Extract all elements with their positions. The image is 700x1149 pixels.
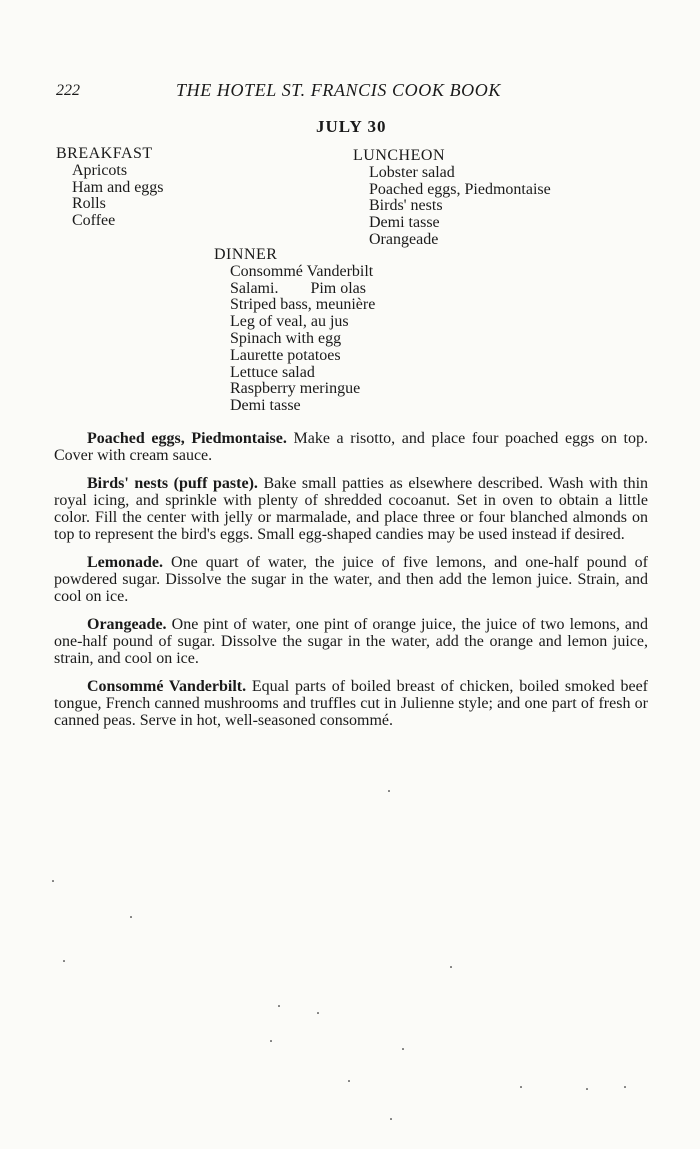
menu-date: JULY 30	[316, 117, 387, 136]
menu-item: Leg of veal, au jus	[230, 313, 349, 331]
menu-item: Striped bass, meunière	[230, 296, 376, 314]
scan-speck	[520, 1086, 522, 1088]
scan-speck	[130, 916, 132, 918]
scan-speck	[388, 790, 390, 792]
page-header	[0, 80, 700, 104]
menu-item: Birds' nests	[369, 197, 443, 215]
scan-speck	[624, 1086, 626, 1088]
recipe-name: Orangeade.	[87, 616, 167, 633]
menu-item: Demi tasse	[369, 214, 440, 232]
recipe-list	[54, 430, 648, 740]
scan-speck	[348, 1080, 350, 1082]
menu-item: Orangeade	[369, 230, 439, 248]
menu-item: Coffee	[72, 212, 116, 230]
recipe-text: Bake small patties as elsewhere described. Wash with thin royal icing, and sprinkle with plenty of shredded cocoanut. Set in oven to obtain a little color. Fill the center with jelly or marmalade, and place three or four blanched almonds on top to represent the bird's eggs. Small egg-shaped candies may be used instead if desired.	[54, 475, 649, 543]
recipe-text: Equal parts of boiled breast of chicken, boiled smoked beef tongue, French canned mushrooms and truffles cut in Julienne style; and one part of fresh or canned peas. Serve in hot, well-seasoned consommé.	[54, 678, 648, 729]
menu-item: Poached eggs, Piedmontaise	[369, 180, 551, 198]
dinner-title: DINNER	[214, 246, 278, 263]
menu-item: Apricots	[72, 161, 128, 179]
menu-item: Lobster salad	[369, 163, 455, 181]
scan-speck	[270, 1040, 272, 1042]
recipe-name: Consommé Vanderbilt.	[87, 678, 247, 695]
luncheon-title: LUNCHEON	[353, 147, 445, 164]
menu-item: Rolls	[72, 195, 106, 213]
recipe-text: One pint of water, one pint of orange juice, the juice of two lemons, and one-half pound of sugar. Dissolve the sugar in the water, add the orange and lemon juice, strain, and cool on ice.	[54, 616, 649, 667]
recipe-paragraph	[54, 616, 648, 667]
scan-speck	[63, 960, 65, 962]
menu-item: Raspberry meringue	[230, 380, 361, 398]
menu-item: Demi tasse	[230, 397, 301, 415]
scan-speck	[278, 1005, 280, 1007]
dinner-menu	[214, 247, 375, 415]
recipe-text: Make a risotto, and place four poached eggs on top. Cover with cream sauce.	[54, 430, 649, 464]
recipe-paragraph	[54, 430, 648, 464]
recipe-name: Lemonade.	[87, 554, 163, 571]
recipe-paragraph	[54, 554, 648, 605]
scan-speck	[586, 1088, 588, 1090]
recipe-text: One quart of water, the juice of five lemons, and one-half pound of powdered sugar. Dissolve the sugar in the water, and then add the lemon juice. Strain, and cool on ice.	[54, 554, 649, 605]
menu-item: Laurette potatoes	[230, 346, 341, 364]
scan-speck	[52, 880, 54, 882]
recipe-name: Birds' nests (puff paste).	[87, 475, 258, 492]
running-title: THE HOTEL ST. FRANCIS COOK BOOK	[176, 80, 501, 100]
breakfast-menu	[56, 146, 164, 230]
scan-speck	[390, 1118, 392, 1120]
scan-speck	[402, 1048, 404, 1050]
recipe-name: Poached eggs, Piedmontaise.	[87, 430, 287, 447]
menu-item: Lettuce salad	[230, 363, 315, 381]
page-number: 222	[56, 82, 80, 99]
luncheon-menu	[353, 148, 551, 249]
scan-speck	[317, 1012, 319, 1014]
recipe-paragraph	[54, 475, 648, 543]
menu-item: Spinach with egg	[230, 329, 342, 347]
menu-item: Consommé Vanderbilt	[230, 262, 374, 280]
menu-item: Salami. Pim olas	[230, 279, 366, 297]
breakfast-title: BREAKFAST	[56, 145, 153, 162]
scan-speck	[450, 966, 452, 968]
menu-item: Ham and eggs	[72, 178, 164, 196]
recipe-paragraph	[54, 678, 648, 729]
